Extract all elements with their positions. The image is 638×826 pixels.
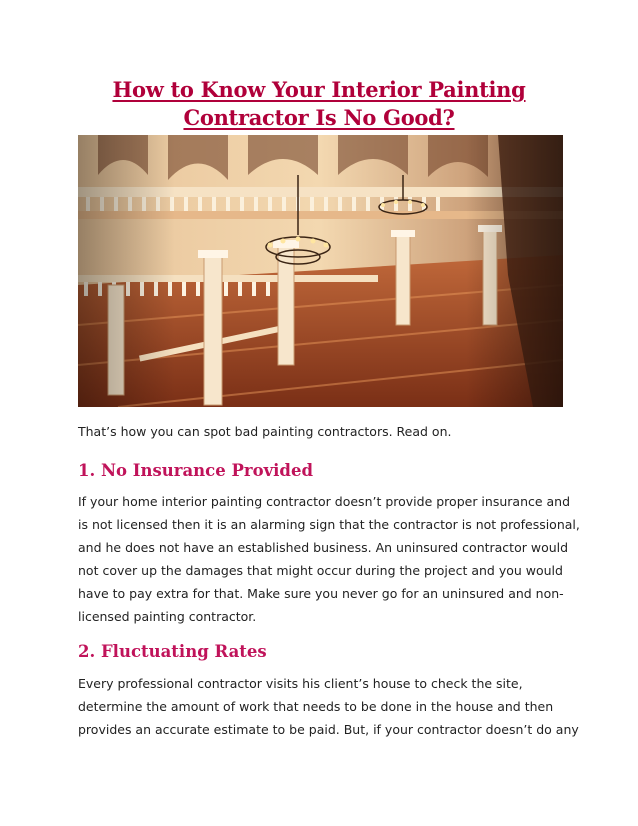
paragraph-line: provides an accurate estimate to be paid. But, if your contractor doesn’t do any xyxy=(78,722,579,737)
paragraph-line: determine the amount of work that needs to be done in the house and then xyxy=(78,699,554,714)
title-line-2: Contractor Is No Good? xyxy=(183,105,455,130)
intro-text: That’s how you can spot bad painting contractors. Read on. xyxy=(78,424,452,439)
hero-image-interior-hall xyxy=(78,135,563,407)
paragraph-line: Every professional contractor visits his client’s house to check the site, xyxy=(78,676,523,691)
hall-illustration xyxy=(78,135,563,407)
paragraph-line: and he does not have an established business. An uninsured contractor would xyxy=(78,540,569,555)
paragraph-line: not cover up the damages that might occur during the project and you would xyxy=(78,563,563,578)
paragraph-line: If your home interior painting contractor doesn’t provide proper insurance and xyxy=(78,494,571,509)
paragraph-line: licensed painting contractor. xyxy=(78,609,257,624)
section-heading-no-insurance: 1. No Insurance Provided xyxy=(78,461,314,480)
paragraph-line: have to pay extra for that. Make sure you never go for an uninsured and non- xyxy=(78,586,564,601)
title-line-1: How to Know Your Interior Painting xyxy=(112,77,526,102)
section-heading-fluctuating-rates: 2. Fluctuating Rates xyxy=(78,642,267,661)
page-title xyxy=(60,76,578,132)
paragraph-line: is not licensed then it is an alarming sign that the contractor is not professional, xyxy=(78,517,580,532)
section-paragraph-fluctuating-rates xyxy=(78,672,579,741)
section-paragraph-no-insurance xyxy=(78,490,580,628)
